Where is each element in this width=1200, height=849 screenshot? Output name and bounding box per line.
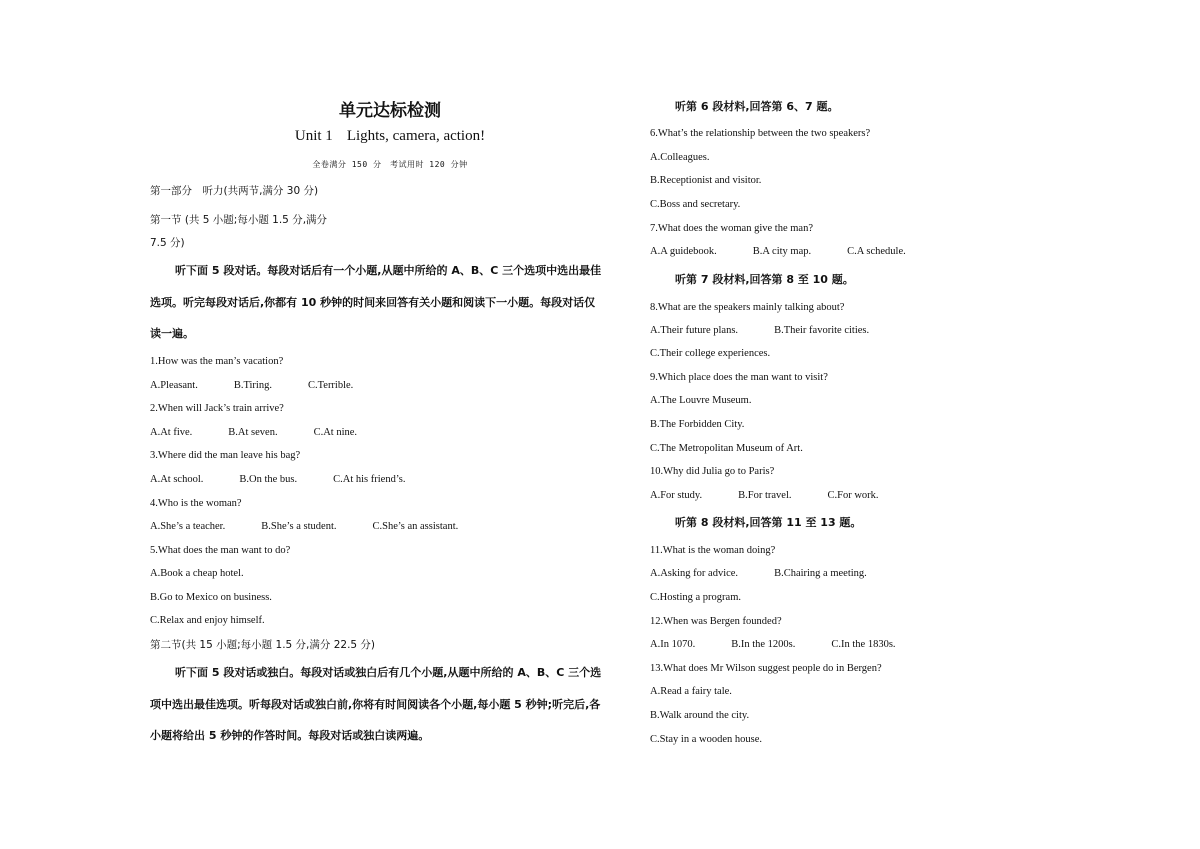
question-stem: 3.Where did the man leave his bag? [150, 450, 301, 461]
option-b[interactable]: B.In the 1200s. [731, 639, 796, 650]
section2-heading: 第二节(共 15 小题;每小题 1.5 分,满分 22.5 分) [150, 639, 376, 651]
question-stem: 10.Why did Julia go to Paris? [650, 466, 775, 477]
option-a[interactable]: A.Colleagues. [650, 152, 710, 163]
option-b[interactable]: B.She’s a student. [261, 521, 337, 532]
question-stem: 1.How was the man’s vacation? [150, 356, 284, 367]
question-stem: 4.Who is the woman? [150, 498, 242, 509]
question-options [650, 489, 879, 503]
option-b[interactable]: B.Their favorite cities. [774, 325, 870, 336]
question-options [650, 567, 867, 581]
option-c[interactable]: C.Hosting a program. [650, 592, 741, 603]
option-c[interactable]: C.Boss and secretary. [650, 199, 741, 210]
option-a[interactable]: A.For study. [650, 490, 703, 501]
option-a[interactable]: A.At school. [150, 474, 204, 485]
question-stem: 2.When will Jack’s train arrive? [150, 403, 284, 414]
question-stem: 13.What does Mr Wilson suggest people do in Bergen? [650, 663, 882, 674]
section1-instructions-3: 读一遍。 [150, 327, 194, 340]
option-c[interactable]: C.Terrible. [307, 380, 354, 391]
question-options [150, 426, 357, 440]
question-stem: 6.What’s the relationship between the two speakers? [650, 128, 871, 139]
option-c[interactable]: C.At nine. [313, 427, 358, 438]
option-a[interactable]: A.Book a cheap hotel. [150, 568, 244, 579]
section1-instructions-2: 选项。听完每段对话后,你都有 10 秒钟的时间来回答有关小题和阅读下一小题。每段对话仅 [150, 296, 596, 309]
option-c[interactable]: C.Stay in a wooden house. [650, 734, 762, 745]
option-a[interactable]: A.Their future plans. [650, 325, 739, 336]
question-options [150, 379, 353, 393]
question-stem: 5.What does the man want to do? [150, 545, 291, 556]
option-a[interactable]: A.In 1070. [650, 639, 696, 650]
exam-meta: 全卷满分 150 分 考试用时 120 分钟 [312, 160, 468, 169]
option-a[interactable]: A.Read a fairy tale. [650, 686, 732, 697]
segment-8-heading: 听第 8 段材料,回答第 11 至 13 题。 [675, 516, 862, 529]
option-c[interactable]: C.At his friend’s. [333, 474, 406, 485]
section1-heading-cont: 7.5 分) [150, 237, 185, 249]
question-stem: 11.What is the woman doing? [650, 545, 776, 556]
option-b[interactable]: B.The Forbidden City. [650, 419, 745, 430]
option-b[interactable]: B.Go to Mexico on business. [150, 592, 272, 603]
section1-heading: 第一节 (共 5 小题;每小题 1.5 分,满分 [150, 214, 328, 226]
option-b[interactable]: B.Tiring. [233, 380, 272, 391]
section2-instructions-3: 小题将给出 5 秒钟的作答时间。每段对话或独白读两遍。 [150, 729, 430, 742]
option-a[interactable]: A.The Louvre Museum. [650, 395, 752, 406]
option-b[interactable]: B.Walk around the city. [650, 710, 750, 721]
question-stem: 9.Which place does the man want to visit? [650, 372, 828, 383]
option-b[interactable]: B.A city map. [752, 246, 812, 257]
option-c[interactable]: C.Relax and enjoy himself. [150, 615, 265, 626]
option-b[interactable]: B.Receptionist and visitor. [650, 175, 762, 186]
question-options [150, 520, 458, 534]
question-options [650, 324, 869, 338]
part1-heading: 第一部分 听力(共两节,满分 30 分) [150, 185, 319, 197]
section2-instructions-1: 听下面 5 段对话或独白。每段对话或独白后有几个小题,从题中所给的 A、B、C 三个选 [175, 666, 602, 679]
option-b[interactable]: B.Chairing a meeting. [774, 568, 867, 579]
unit-label: Unit 1 [294, 128, 333, 144]
section2-instructions-2: 项中选出最佳选项。听每段对话或独白前,你将有时间阅读各个小题,每小题 5 秒钟;听完后,各 [150, 698, 601, 711]
option-c[interactable]: C.The Metropolitan Museum of Art. [650, 443, 803, 454]
option-c[interactable]: C.She’s an assistant. [372, 521, 459, 532]
unit-title [150, 128, 630, 145]
question-stem: 8.What are the speakers mainly talking about? [650, 302, 845, 313]
question-options [150, 473, 405, 487]
question-options [650, 638, 896, 652]
page-title: 单元达标检测 [339, 101, 441, 121]
option-a[interactable]: A.Pleasant. [150, 380, 198, 391]
option-a[interactable]: A.She’s a teacher. [150, 521, 226, 532]
question-options [650, 245, 906, 259]
option-c[interactable]: C.Their college experiences. [650, 348, 771, 359]
option-c[interactable]: C.In the 1830s. [831, 639, 896, 650]
segment-6-heading: 听第 6 段材料,回答第 6、7 题。 [675, 100, 839, 113]
option-a[interactable]: A.A guidebook. [650, 246, 717, 257]
option-c[interactable]: C.For work. [827, 490, 879, 501]
option-c[interactable]: C.A schedule. [847, 246, 906, 257]
section1-instructions-1: 听下面 5 段对话。每段对话后有一个小题,从题中所给的 A、B、C 三个选项中选出最佳 [175, 264, 602, 277]
option-b[interactable]: B.At seven. [228, 427, 278, 438]
option-a[interactable]: A.Asking for advice. [650, 568, 739, 579]
option-a[interactable]: A.At five. [150, 427, 193, 438]
segment-7-heading: 听第 7 段材料,回答第 8 至 10 题。 [675, 273, 854, 286]
option-b[interactable]: B.On the bus. [239, 474, 298, 485]
unit-name: Lights, camera, action! [346, 128, 486, 144]
question-stem: 12.When was Bergen founded? [650, 616, 782, 627]
option-b[interactable]: B.For travel. [738, 490, 792, 501]
question-stem: 7.What does the woman give the man? [650, 223, 813, 234]
